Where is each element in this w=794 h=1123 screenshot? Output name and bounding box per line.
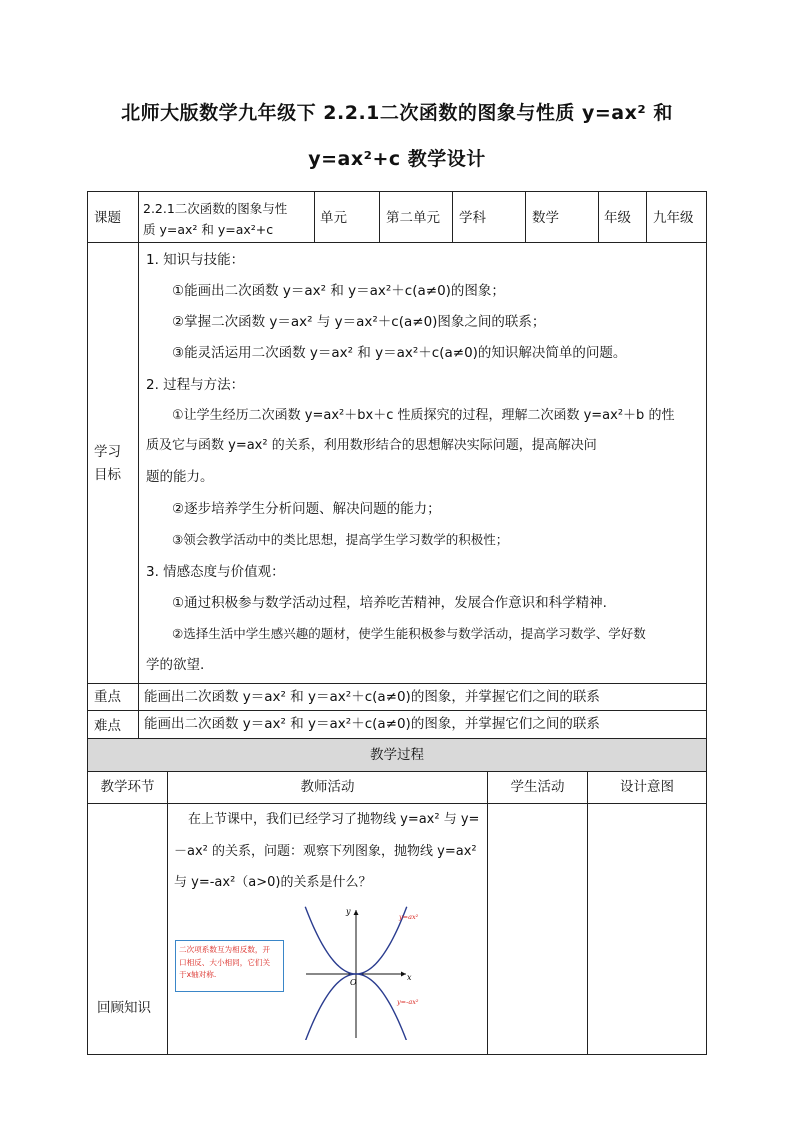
objective-line: 3. 情感态度与价值观： (146, 564, 285, 580)
objectives-label-1: 学习 (94, 444, 121, 460)
objective-line: ②掌握二次函数 y＝ax² 与 y＝ax²＋c(a≠0)图象之间的联系； (172, 314, 546, 330)
teacher-activity-line: 与 y=-ax²（a>0)的关系是什么？ (174, 875, 372, 890)
lesson-label: 课题 (94, 210, 121, 226)
origin-label: O (350, 978, 357, 987)
note-line: 于x轴对称. (179, 970, 217, 979)
y-axis-arrow-icon (354, 910, 359, 915)
stage-label: 回顾知识 (97, 1000, 151, 1016)
column-header-intent: 设计意图 (620, 779, 674, 795)
subject-label: 学科 (459, 210, 486, 226)
objective-line: 2. 过程与方法： (146, 377, 245, 393)
objective-line: ①通过积极参与数学活动过程，培养吃苦精神，发展合作意识和科学精神. (172, 595, 607, 611)
objective-line: 学的欲望. (146, 657, 205, 673)
unit-value: 第二单元 (386, 210, 440, 226)
difficulty-text: 能画出二次函数 y＝ax² 和 y＝ax²＋c(a≠0)的图象，并掌握它们之间的联系 (144, 716, 600, 732)
teacher-activity-line: 在上节课中，我们已经学习了抛物线 y=ax² 与 y= (188, 812, 480, 827)
objective-line: ③能灵活运用二次函数 y＝ax² 和 y＝ax²＋c(a≠0)的知识解决简单的问题。 (172, 345, 627, 361)
objective-line: ①能画出二次函数 y＝ax² 和 y＝ax²＋c(a≠0)的图象； (172, 283, 505, 299)
objective-line: 1. 知识与技能： (146, 252, 245, 268)
objective-line: ①让学生经历二次函数 y=ax²＋bx＋c 性质探究的过程，理解二次函数 y=ax²＋b 的性 (172, 408, 675, 423)
note-line: 二次项系数互为相反数，开 (179, 945, 271, 954)
objective-line: 题的能力。 (146, 469, 214, 485)
subject-value: 数学 (532, 210, 559, 226)
objective-line: ③领会教学活动中的类比思想，提高学生学习数学的积极性； (172, 532, 509, 547)
grade-value: 九年级 (653, 210, 694, 226)
column-header-stage: 教学环节 (100, 779, 155, 795)
lesson-title-line-1: 2.2.1二次函数的图象与性 (143, 201, 288, 216)
parabola-graph (300, 904, 420, 1040)
lesson-title-line-2: 质 y=ax² 和 y=ax²+c (143, 222, 274, 237)
document-title-line-2: y=ax²+c 教学设计 (308, 148, 486, 170)
objectives-label-2: 目标 (94, 467, 121, 483)
x-axis-arrow-icon (401, 972, 406, 977)
note-box (175, 940, 284, 992)
note-line: 口相反、大小相同，它们关 (179, 957, 271, 967)
y-axis-label: y (346, 907, 351, 916)
x-axis-label: x (407, 973, 412, 982)
key-point-text: 能画出二次函数 y＝ax² 和 y＝ax²＋c(a≠0)的图象，并掌握它们之间的联系 (144, 689, 600, 705)
column-header-teacher: 教师活动 (300, 779, 355, 795)
process-heading: 教学过程 (370, 747, 424, 763)
objective-line: 质及它与函数 y=ax² 的关系，利用数形结合的思想解决实际问题，提高解决问 (146, 438, 597, 453)
objective-line: ②选择生活中学生感兴趣的题材，使学生能积极参与数学活动，提高学习数学、学好数 (172, 626, 646, 641)
grade-label: 年级 (604, 210, 631, 226)
lower-curve-label: y=-ax² (397, 998, 419, 1006)
upper-curve-label: y=ax² (399, 913, 419, 921)
objective-line: ②逐步培养学生分析问题、解决问题的能力； (172, 501, 441, 517)
difficulty-label: 难点 (94, 718, 121, 734)
unit-label: 单元 (320, 210, 347, 226)
key-point-label: 重点 (94, 689, 121, 705)
column-header-student: 学生活动 (510, 779, 565, 795)
document-title-line-1: 北师大版数学九年级下 2.2.1二次函数的图象与性质 y=ax² 和 (121, 102, 673, 124)
teacher-activity-line: －ax² 的关系，问题：观察下列图象，抛物线 y=ax² (174, 844, 477, 859)
